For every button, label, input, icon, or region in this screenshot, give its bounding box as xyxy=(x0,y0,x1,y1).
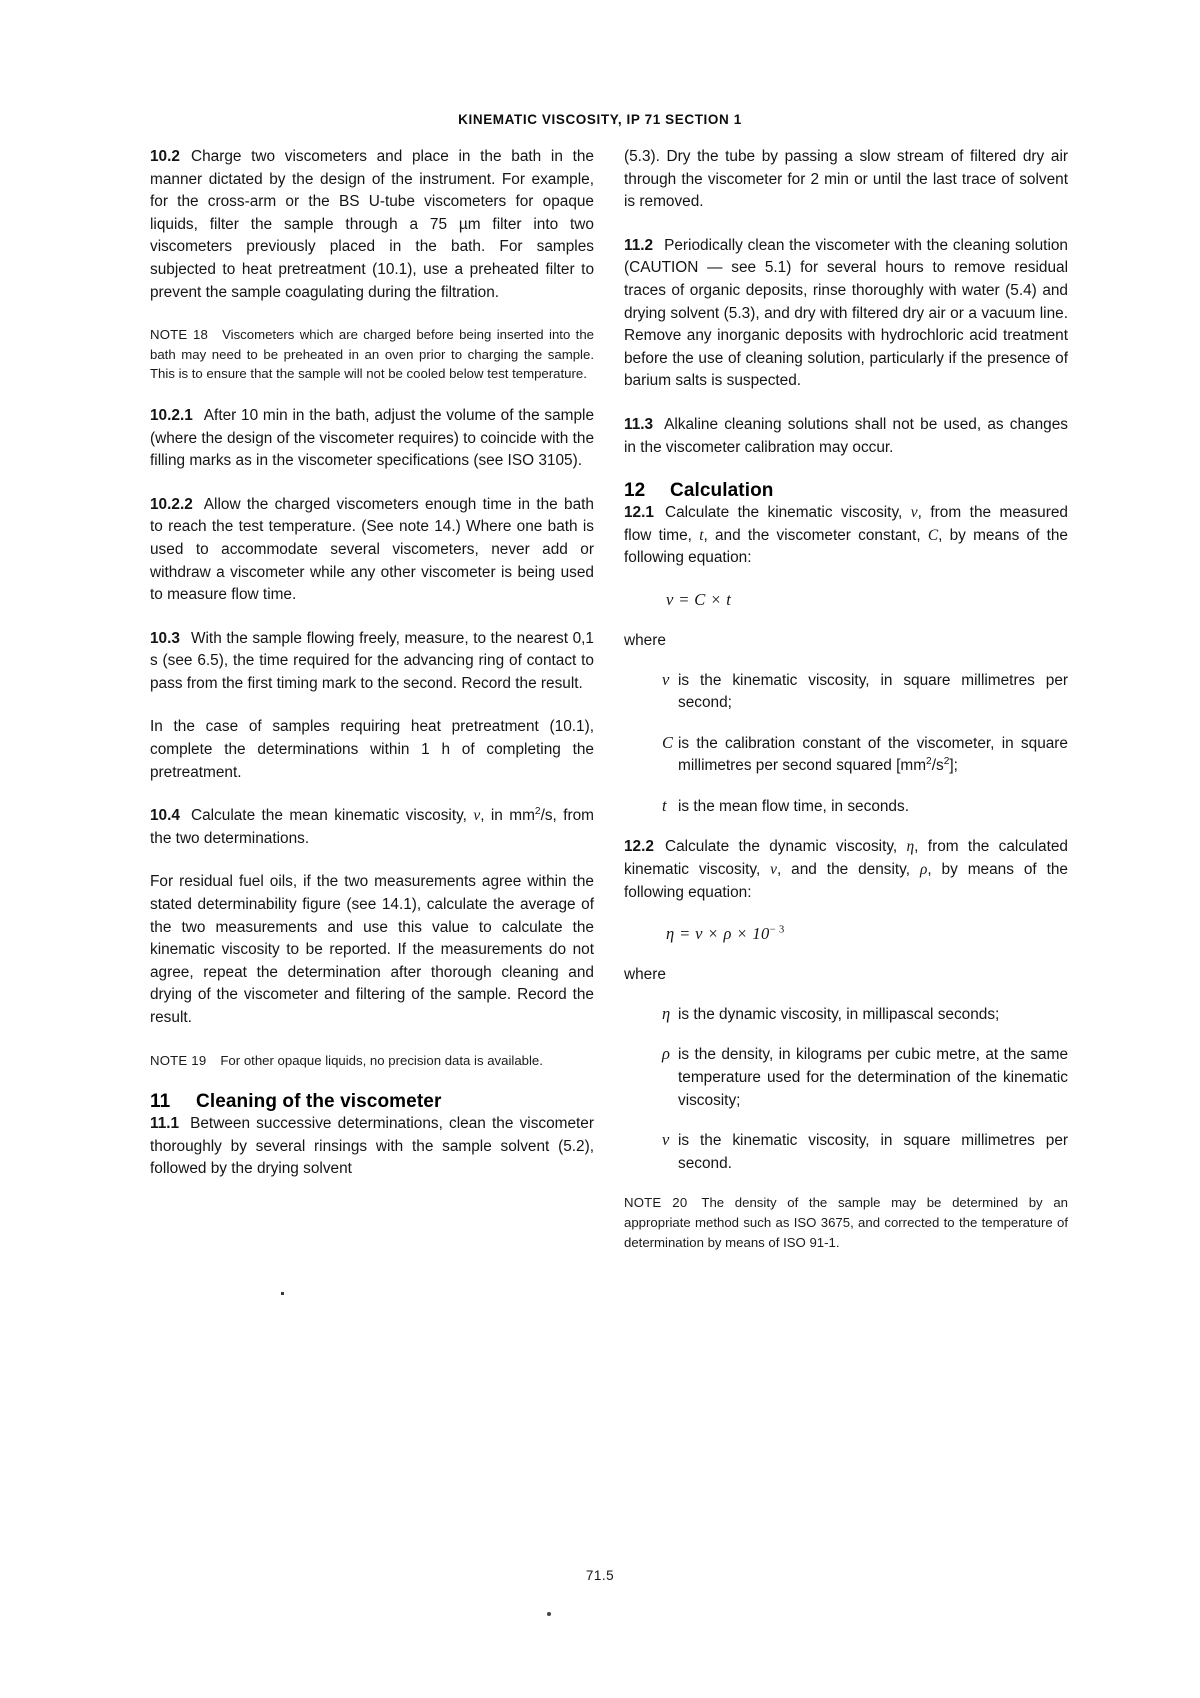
clause-text-10-4-after: /s, from the two determinations. xyxy=(150,807,594,847)
left-column xyxy=(150,146,594,1273)
clause-text-10-2: Charge two viscometers and place in the bath in the manner dictated by the design of the instrument. For example, for the cross-arm or the BS U-tube viscometers for opaque liquids, filter the sample through a 75 µm filter into two viscometers previously placed in the bath. For samples subjected to heat pretreatment (10.1), use a preheated filter to prevent the sample coagulating during the filtration. xyxy=(150,148,594,301)
definition-symbol-c: C xyxy=(662,732,674,752)
clause-12-2-text-b: , from the calculated kinematic viscosity, xyxy=(624,838,1068,879)
clause-11-1-continuation: (5.3). Dry the tube by passing a slow stream of filtered dry air through the viscometer for 2 min or until the last trace of solvent is removed. xyxy=(624,148,1068,211)
clause-text-11-1: Between successive determinations, clean the viscometer thoroughly by several rinsings with the sample solvent (5.2), followed by the drying solvent xyxy=(150,1115,594,1178)
note-18-label: NOTE 18 xyxy=(150,327,209,343)
symbol-nu: ν xyxy=(770,861,777,879)
definition-row xyxy=(624,1004,1068,1027)
note-20 xyxy=(624,1193,1068,1252)
scan-artifact-dot xyxy=(281,1292,284,1295)
running-head: KINEMATIC VISCOSITY, IP 71 SECTION 1 xyxy=(458,112,742,127)
clause-12-2-text-c: , and the density, xyxy=(776,861,920,879)
clause-12-2 xyxy=(624,836,1068,904)
equation-dynamic-viscosity xyxy=(666,924,1068,944)
clause-text-10-2-2: Allow the charged viscometers enough time in the bath to reach the test temperature. (See note 14.) Where one bath is used to accommodate several viscometers, never add or withdraw a viscometer while any other viscometer is being used to measure flow time. xyxy=(150,495,594,604)
clause-10-3-continuation: In the case of samples requiring heat pretreatment (10.1), complete the determinations within 1 h of completing the pretreatment. xyxy=(150,718,594,781)
clause-10-2-2 xyxy=(150,494,594,607)
clause-number-12-2: 12.2 xyxy=(624,838,654,856)
definition-description-eta: is the dynamic viscosity, in millipascal seconds; xyxy=(678,1005,1000,1023)
symbol-nu: ν xyxy=(473,807,481,825)
where-label-1: where xyxy=(624,631,666,649)
definition-description-nu-2: is the kinematic viscosity, in square millimetres per second. xyxy=(678,1132,1068,1172)
clause-12-2-text-d: , by means of the following equation: xyxy=(624,861,1068,901)
definition-c-text-c: ]; xyxy=(949,757,958,775)
definition-symbol-t: t xyxy=(662,795,667,815)
section-heading-12 xyxy=(624,480,1068,502)
note-20-label: NOTE 20 xyxy=(624,1195,688,1211)
clause-number-12-1: 12.1 xyxy=(624,504,654,522)
scan-artifact-dot-bottom xyxy=(547,1612,551,1616)
definition-list-2 xyxy=(624,1004,1068,1176)
clause-11-3 xyxy=(624,414,1068,459)
clause-number-10-3: 10.3 xyxy=(150,629,180,647)
definition-description-rho: is the density, in kilograms per cubic metre, at the same temperature used for the determination of the kinematic viscosity; xyxy=(678,1046,1068,1109)
definition-symbol-nu: ν xyxy=(662,1130,670,1150)
definition-row xyxy=(624,733,1068,778)
two-column-body xyxy=(150,146,1068,1273)
clause-11-2 xyxy=(624,235,1068,393)
clause-number-10-2-2: 10.2.2 xyxy=(150,495,193,513)
clause-10-2-1 xyxy=(150,405,594,473)
clause-10-4-continuation: For residual fuel oils, if the two measurements agree within the stated determinability figure (see 14.1), calculate the average of the two measurements and use this value to calculate the kinematic viscosity to be reported. If the measurements do not agree, repeat the determination after thorough cleaning and drying of the viscometer and filtering of the sample. Record the result. xyxy=(150,873,594,1026)
clause-10-4 xyxy=(150,805,594,850)
note-19-label: NOTE 19 xyxy=(150,1052,207,1068)
symbol-c: C xyxy=(927,526,939,544)
section-heading-11 xyxy=(150,1091,594,1113)
where-label-2: where xyxy=(624,966,666,984)
definition-row xyxy=(624,1044,1068,1112)
definition-row xyxy=(624,1130,1068,1175)
right-column xyxy=(624,146,1068,1273)
note-18 xyxy=(150,325,594,384)
clause-12-1-text-c: , and the viscometer constant, xyxy=(703,526,928,544)
clause-number-10-2: 10.2 xyxy=(150,148,180,165)
clause-number-11-1: 11.1 xyxy=(150,1115,180,1133)
definition-description-t: is the mean flow time, in seconds. xyxy=(678,797,909,815)
equation-2-exponent: − 3 xyxy=(769,924,785,936)
equation-kinematic-viscosity: ν = C × t xyxy=(666,589,732,609)
clause-12-1 xyxy=(624,502,1068,570)
definition-row xyxy=(624,670,1068,715)
exponent-two: 2 xyxy=(926,756,932,768)
section-title-11: Cleaning of the viscometer xyxy=(196,1091,442,1113)
definition-symbol-eta: η xyxy=(662,1003,671,1023)
definition-description-nu: is the kinematic viscosity, in square millimetres per second; xyxy=(678,671,1068,712)
clause-12-1-text-b: , from the measured flow time, xyxy=(624,504,1068,544)
symbol-t: t xyxy=(699,526,704,544)
page-number: 71.5 xyxy=(585,1568,615,1583)
symbol-rho: ρ xyxy=(919,861,928,879)
clause-number-11-3: 11.3 xyxy=(624,415,654,433)
clause-number-10-2-1: 10.2.1 xyxy=(150,406,193,424)
clause-text-11-3: Alkaline cleaning solutions shall not be used, as changes in the viscometer calibration may occur. xyxy=(624,415,1068,456)
clause-12-1-text-d: , by means of the following equation: xyxy=(624,526,1068,567)
clause-text-10-4-mid: , in mm xyxy=(480,807,535,825)
section-number-11: 11 xyxy=(150,1091,171,1113)
note-18-text: Viscometers which are charged before being inserted into the bath may need to be preheated in an oven prior to charging the sample. This is to ensure that the sample will not be cooled below test temperature. xyxy=(150,327,594,382)
note-19-text: For other opaque liquids, no precision data is available. xyxy=(220,1052,543,1068)
symbol-eta: η xyxy=(906,838,915,856)
symbol-nu: ν xyxy=(910,504,918,522)
definition-c-text-a: is the calibration constant of the viscometer, in square millimetres per second squared [mm xyxy=(678,734,1068,775)
exponent-two-b: 2 xyxy=(943,756,950,768)
note-20-text: The density of the sample may be determined by an appropriate method such as ISO 3675, and corrected to the temperature of determination by means of ISO 91-1. xyxy=(624,1195,1068,1250)
note-19 xyxy=(150,1051,594,1071)
clause-12-1-text-a: Calculate the kinematic viscosity, xyxy=(664,504,911,522)
definition-c-text-b: /s xyxy=(931,757,944,775)
definition-symbol-nu: ν xyxy=(662,669,670,689)
clause-10-3 xyxy=(150,628,594,696)
equation-2-body: η = ν × ρ × 10 xyxy=(666,924,770,944)
definition-description-c xyxy=(678,733,1068,778)
clause-11-1 xyxy=(150,1113,594,1181)
section-number-12: 12 xyxy=(624,480,646,502)
clause-12-2-text-a: Calculate the dynamic viscosity, xyxy=(664,838,907,856)
clause-text-10-4-before: Calculate the mean kinematic viscosity, xyxy=(190,807,474,825)
definition-list-1 xyxy=(624,670,1068,819)
section-title-12: Calculation xyxy=(670,480,774,502)
clause-number-10-4: 10.4 xyxy=(150,807,180,825)
clause-text-10-3: With the sample flowing freely, measure, to the nearest 0,1 s (see 6.5), the time required for the advancing ring of contact to pass from the first timing mark to the second. Record the result. xyxy=(150,629,594,692)
clause-text-11-2: Periodically clean the viscometer with the cleaning solution (CAUTION — see 5.1) for several hours to remove residual traces of organic deposits, rinse thoroughly with water (5.4) and drying solvent (5.3), and dry with filtered dry air or a vacuum line. Remove any inorganic deposits with hydrochloric acid treatment before the use of cleaning solution, particularly if the presence of barium salts is suspected. xyxy=(624,236,1068,390)
definition-symbol-rho: ρ xyxy=(662,1044,670,1064)
definition-row xyxy=(624,796,1068,819)
clause-10-2 xyxy=(150,146,594,304)
clause-text-10-2-1: After 10 min in the bath, adjust the volume of the sample (where the design of the viscometer requires) to coincide with the filling marks as in the viscometer specifications (see ISO 3105). xyxy=(150,406,594,470)
exponent-two: 2 xyxy=(534,806,541,818)
clause-number-11-2: 11.2 xyxy=(624,236,654,254)
